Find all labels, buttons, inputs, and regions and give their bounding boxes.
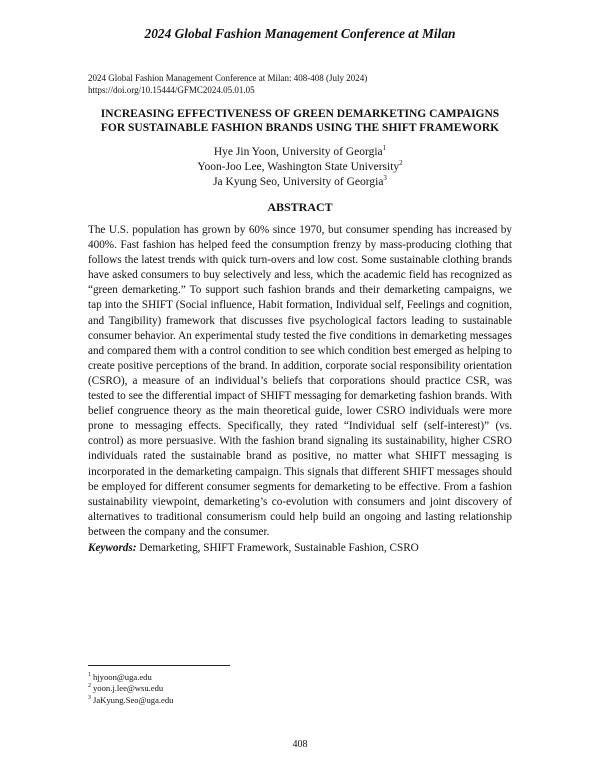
keywords-label: Keywords: [88, 542, 137, 554]
page-number: 408 [292, 739, 308, 750]
author-mark: 3 [383, 174, 387, 183]
author-name: Yoon-Joo Lee, Washington State University [197, 161, 400, 173]
footnotes [88, 672, 173, 706]
keywords [88, 541, 512, 556]
author-list [0, 145, 600, 190]
footnote-mark: 1 [88, 672, 91, 679]
author-3 [0, 175, 600, 190]
doi-link[interactable]: https://doi.org/10.15444/GFMC2024.05.01.05 [88, 85, 255, 95]
author-name: Ja Kyung Seo, University of Georgia [213, 176, 384, 188]
footnote-email[interactable]: yoon.j.lee@wsu.edu [93, 683, 164, 694]
footnote-email[interactable]: JaKyung.Seo@uga.edu [93, 694, 174, 705]
footnote-divider [88, 665, 230, 666]
author-name: Hye Jin Yoon, University of Georgia [213, 146, 383, 158]
footnote-mark: 3 [88, 694, 91, 701]
paper-title [70, 107, 530, 135]
author-mark: 1 [382, 144, 387, 153]
title-line-2: FOR SUSTAINABLE FASHION BRANDS USING THE SHIFT FRAMEWORK [100, 122, 500, 134]
footnote-mark: 2 [88, 683, 91, 690]
author-1 [0, 145, 600, 160]
title-line-1: INCREASING EFFECTIVENESS OF GREEN DEMARKETING CAMPAIGNS [100, 108, 500, 120]
footnote-3 [88, 695, 173, 706]
citation-line: 2024 Global Fashion Management Conference at Milan: 408-408 (July 2024) [88, 73, 368, 83]
author-mark: 2 [399, 159, 403, 168]
keywords-text: Demarketing, SHIFT Framework, Sustainable Fashion, CSRO [139, 542, 419, 554]
author-2 [0, 160, 600, 175]
footnote-email[interactable]: hjyoon@uga.edu [93, 672, 152, 682]
footnote-2 [88, 683, 173, 694]
conference-header: 2024 Global Fashion Management Conference at Milan [144, 26, 456, 41]
footnote-1 [88, 672, 173, 683]
citation-block [88, 72, 367, 96]
abstract-text: The U.S. population has grown by 60% since 1970, but consumer spending has increased by 400%. Fast fashion has helped feed the consumption frenzy by mass-producing clothing that follows the latest trends with quick turn-overs and low cost. Some sustainable clothing brands have asked consumers to buy selectively and less, which the academic field has recognized as “green demarketing.” To support such fashion brands and their demarketing campaigns, we tap into the SHIFT (Social influence, Habit formation, Individual self, Feelings and cognition, and Tangibility) framework that discusses five psychological factors leading to sustainable consumer behavior. An experimental study tested the five conditions in demarketing messages and compared them with a control condition to see which condition best emerged as helping to create positive perceptions of the brand. In addition, corporate social responsibility orientation (CSRO), a measure of an individual’s beliefs that corporations should practice CSR, was tested to see the differential impact of SHIFT messaging for demarketing fashion brands. With belief congruence theory as the main theoretical guide, lower CSRO individuals were more prone to messaging effects. Specifically, they rated “Individual self (self-interest)” (vs. control) as more persuasive. With the fashion brand signaling its sustainability, higher CSRO individuals rated the sustainable brand as positive, no matter what SHIFT messaging is incorporated in the demarketing campaign. This signals that different SHIFT messages should be employed for different consumer segments for demarketing to be effective. From a fashion sustainability viewpoint, demarketing’s co-evolution with consumers and joint discovery of alternatives to traditional consumerism could help build an ongoing and lasting relationship between the company and the consumer. [88, 224, 512, 538]
abstract-heading: ABSTRACT [267, 200, 333, 214]
